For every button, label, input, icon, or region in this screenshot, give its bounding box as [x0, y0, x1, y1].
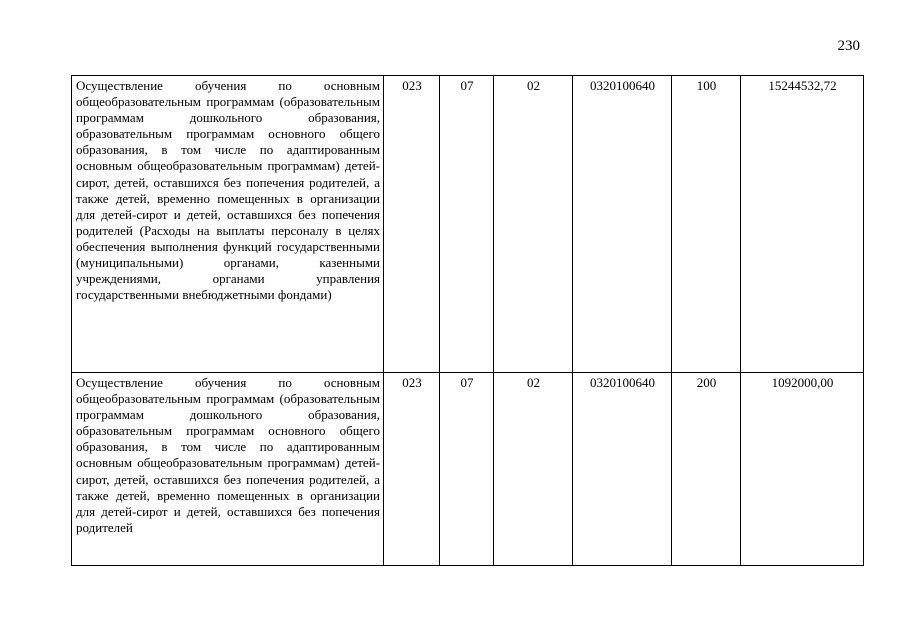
- expense-type-cell: 100: [672, 76, 741, 373]
- target-article-cell: 0320100640: [573, 76, 672, 373]
- page-number: 230: [837, 38, 860, 54]
- amount-cell: 1092000,00: [741, 373, 864, 566]
- section-code-cell: 07: [440, 373, 494, 566]
- ministry-code-cell: 023: [384, 373, 440, 566]
- expense-description-cell: Осуществление обучения по основным общеобразовательным программам (образовательным программам дошкольного образования, образовательным программам основного общего образования, в том числе по адаптированным основным общеобразовательным программам) детей-сирот, детей, оставшихся без попечения родителей, а также детей, временно помещенных в организации для детей-сирот и детей, оставшихся без попечения родителей: [72, 373, 384, 566]
- ministry-code-cell: 023: [384, 76, 440, 373]
- expense-type-cell: 200: [672, 373, 741, 566]
- target-article-cell: 0320100640: [573, 373, 672, 566]
- table-row: [72, 76, 864, 373]
- budget-table: [71, 75, 864, 566]
- table-row: [72, 373, 864, 566]
- expense-description-cell: Осуществление обучения по основным общеобразовательным программам (образовательным программам дошкольного образования, образовательным программам основного общего образования, в том числе по адаптированным основным общеобразовательным программам) детей-сирот, детей, оставшихся без попечения родителей, а также детей, временно помещенных в организации для детей-сирот и детей, оставшихся без попечения родителей (Расходы на выплаты персоналу в целях обеспечения выполнения функций государственными (муниципальными) органами, казенными учреждениями, органами управления государственными внебюджетными фондами): [72, 76, 384, 373]
- amount-cell: 15244532,72: [741, 76, 864, 373]
- subsection-code-cell: 02: [494, 373, 573, 566]
- subsection-code-cell: 02: [494, 76, 573, 373]
- section-code-cell: 07: [440, 76, 494, 373]
